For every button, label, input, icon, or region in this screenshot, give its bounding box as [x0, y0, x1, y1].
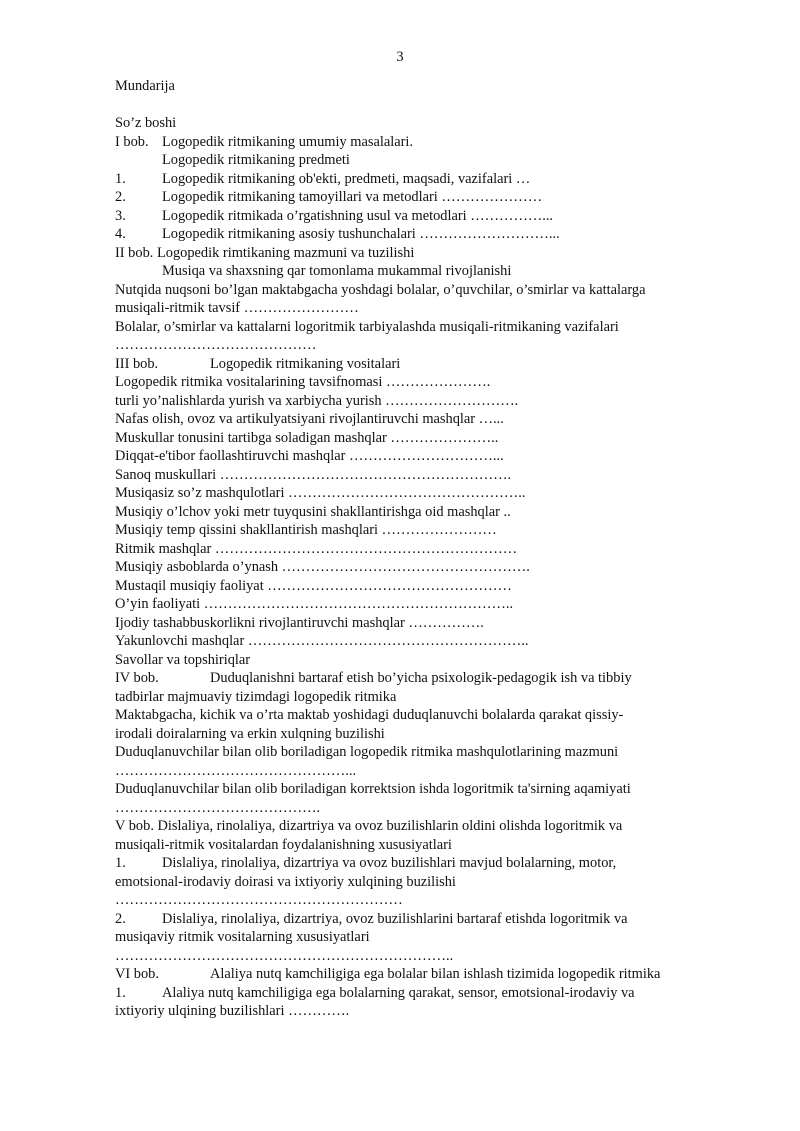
chapter-title: Alaliya nutq kamchiligiga ega bolalar bilan ishlash tizimida logopedik ritmika — [210, 966, 661, 982]
toc-entry: Sanoq muskullari ……………………………………………………. — [115, 466, 512, 483]
toc-leader: …………………………………………... — [115, 762, 357, 779]
toc-entry — [115, 225, 715, 244]
toc-entry: Ritmik mashqlar ……………………………………………………… — [115, 540, 518, 557]
toc-entry: Savollar va topshiriqlar — [115, 651, 251, 668]
toc-entry: Bolalar, o’smirlar va kattalarni logoritmik tarbiyalashda musiqali-ritmikaning vazifalari — [115, 318, 619, 335]
toc-leader: ……………………………………. — [115, 799, 321, 816]
toc-entry — [115, 984, 715, 1003]
toc-entry: Nafas olish, ovoz va artikulyatsiyani rivojlantiruvchi mashqlar …... — [115, 411, 504, 427]
entry-title: Alaliya nutq kamchiligiga ega bolalarning qarakat, sensor, emotsional-irodaviy va — [162, 984, 635, 1001]
page-number: 3 — [396, 49, 404, 65]
entry-number: 4. — [115, 226, 126, 242]
toc-entry: Musiqiy temp qissini shakllantirish mashqlari …………………… — [115, 522, 497, 538]
toc-entry: Musiqasiz so’z mashqulotlari ………………………………………….. — [115, 485, 526, 501]
entry-number: 3. — [115, 207, 126, 224]
entry-number: 2. — [115, 189, 126, 205]
toc-entry: Ijodiy tashabbuskorlikni rivojlantiruvchi mashqlar ……………. — [115, 614, 484, 631]
toc-leader: …………………………………… — [115, 337, 317, 353]
chapter-title: Duduqlanishni bartaraf etish bo’yicha psixologik-pedagogik ish va tibbiy — [210, 670, 632, 686]
toc-leader: …………………………………………………… — [115, 892, 403, 908]
toc-leader: …………………………………………………………….. — [115, 947, 454, 964]
toc-entry: Musiqiy asboblarda o’ynash ……………………………………………. — [115, 559, 530, 575]
chapter-title: Logopedik ritmikaning umumiy masalalari. — [162, 133, 413, 150]
chapter-label: III bob. — [115, 355, 159, 372]
toc-entry: musiqali-ritmik vositalardan foydalanishning xususiyatlari — [115, 836, 452, 853]
entry-number: 1. — [115, 170, 126, 187]
toc-preface: So’z boshi — [115, 115, 177, 131]
toc-entry: turli yo’nalishlarda yurish va xarbiycha yurish ………………………. — [115, 392, 519, 409]
toc-entry — [115, 910, 715, 929]
chapter-label: I bob. — [115, 133, 149, 150]
toc-entry: Muskullar tonusini tartibga soladigan mashqlar ………………….. — [115, 429, 499, 446]
toc-entry: Mustaqil musiqiy faoliyat …………………………………………… — [115, 577, 512, 594]
toc-chapter-6 — [115, 965, 715, 984]
toc-entry: emotsional-irodaviy doirasi va ixtiyoriy xulqining buzilishi — [115, 873, 456, 890]
toc-chapter-4 — [115, 669, 715, 688]
toc-entry: Musiqiy o’lchov yoki metr tuyqusini shakllantirishga oid mashqlar .. — [115, 503, 511, 520]
entry-number: 2. — [115, 910, 126, 927]
toc-entry: ixtiyoriy ulqining buzilishlari …………. — [115, 1003, 350, 1019]
toc-entry: Diqqat-e'tibor faollashtiruvchi mashqlar …………………………... — [115, 448, 504, 464]
toc-entry: Yakunlovchi mashqlar ………………………………………………….. — [115, 633, 529, 649]
toc-entry: Nutqida nuqsoni bo’lgan maktabgacha yoshdagi bolalar, o’quvchilar, o’smirlar va kattalarga — [115, 281, 646, 298]
toc-chapter-5: V bob. Dislaliya, rinolaliya, dizartriya va ovoz buzilishlarin oldini olishda logoritmik va — [115, 818, 623, 834]
table-of-contents — [115, 77, 715, 1021]
entry-number: 1. — [115, 855, 126, 871]
toc-entry: O’yin faoliyati ……………………………………………………….. — [115, 596, 514, 612]
toc-entry: musiqali-ritmik tavsif …………………… — [115, 300, 359, 316]
chapter-label: IV bob. — [115, 670, 159, 686]
chapter-label: VI bob. — [115, 966, 159, 982]
toc-entry — [115, 188, 715, 207]
entry-title: Dislaliya, rinolaliya, dizartriya, ovoz buzilishlarini bartaraf etishda logoritmik va — [162, 910, 628, 927]
entry-title: Logopedik ritmikaning ob'ekti, predmeti, maqsadi, vazifalari … — [162, 170, 531, 187]
blank-line — [115, 96, 715, 115]
entry-number: 1. — [115, 984, 126, 1001]
entry-title: Logopedik ritmikaning asosiy tushunchalari ………………………... — [162, 226, 560, 242]
toc-entry — [115, 170, 715, 189]
entry-title: Logopedik ritmikaning tamoyillari va metodlari ………………… — [162, 189, 543, 205]
toc-entry: irodali doiralarning va erkin xulqning buzilishi — [115, 725, 385, 742]
toc-entry — [115, 207, 715, 226]
toc-heading: Mundarija — [115, 78, 175, 94]
entry-title: Logopedik ritmikada o’rgatishning usul va metodlari ……………... — [162, 207, 554, 224]
chapter-title: Logopedik ritmikaning vositalari — [210, 355, 401, 372]
toc-entry: Duduqlanuvchilar bilan olib boriladigan logopedik ritmika mashqulotlarining mazmuni — [115, 744, 619, 760]
toc-entry: Duduqlanuvchilar bilan olib boriladigan korrektsion ishda logoritmik ta'sirning aqamiyati — [115, 781, 631, 797]
toc-entry: Logopedik ritmikaning predmeti — [162, 152, 350, 168]
toc-chapter-2: II bob. Logopedik rimtikaning mazmuni va tuzilishi — [115, 244, 415, 261]
toc-entry: musiqaviy ritmik vositalarning xususiyatlari — [115, 929, 370, 945]
entry-title: Dislaliya, rinolaliya, dizartriya va ovoz buzilishlari mavjud bolalarning, motor, — [162, 855, 617, 871]
toc-entry — [115, 854, 715, 873]
toc-entry: tadbirlar majmuaviy tizimdagi logopedik ritmika — [115, 688, 397, 705]
toc-chapter-3 — [115, 355, 715, 374]
toc-entry: Musiqa va shaxsning qar tomonlama mukammal rivojlanishi — [162, 263, 512, 279]
toc-chapter-1 — [115, 133, 715, 152]
toc-entry: Maktabgacha, kichik va o’rta maktab yoshidagi duduqlanuvchi bolalarda qarakat qissiy- — [115, 707, 624, 723]
toc-entry: Logopedik ritmika vositalarining tavsifnomasi …………………. — [115, 374, 491, 390]
